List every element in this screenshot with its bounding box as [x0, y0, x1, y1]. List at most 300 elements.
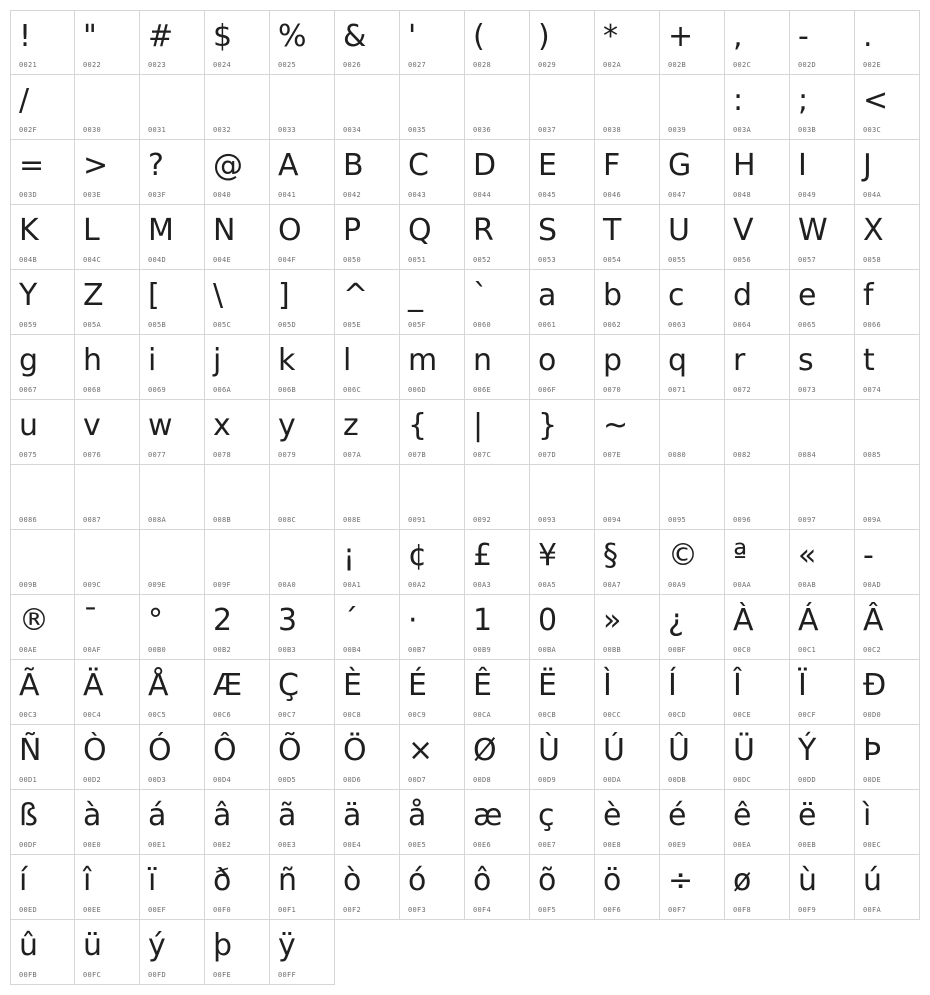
- glyph-cell: [790, 270, 855, 335]
- glyph-cell: [270, 75, 335, 140]
- glyph-character: i: [148, 343, 157, 378]
- glyph-cell: [530, 140, 595, 205]
- glyph-character: u: [19, 408, 39, 443]
- glyph-character: Ú: [603, 733, 625, 768]
- glyph-character: Ý: [798, 733, 817, 768]
- glyph-character: Á: [798, 603, 819, 638]
- glyph-codepoint-label: 00FB: [19, 971, 38, 979]
- glyph-codepoint-label: 00C2: [863, 646, 882, 654]
- glyph-character: ø: [733, 863, 752, 898]
- glyph-cell: [205, 75, 270, 140]
- glyph-character: Ø: [473, 733, 497, 768]
- glyph-codepoint-label: 00FC: [83, 971, 102, 979]
- glyph-codepoint-label: 0070: [603, 386, 622, 394]
- glyph-cell: [530, 10, 595, 75]
- glyph-cell: [140, 270, 205, 335]
- glyph-cell: [335, 400, 400, 465]
- glyph-codepoint-label: 0027: [408, 61, 427, 69]
- glyph-codepoint-label: 0050: [343, 256, 362, 264]
- glyph-character: V: [733, 213, 754, 248]
- glyph-character: ×: [408, 733, 434, 768]
- glyph-codepoint-label: 00AA: [733, 581, 752, 589]
- glyph-codepoint-label: 00FA: [863, 906, 882, 914]
- glyph-codepoint-label: 0060: [473, 321, 492, 329]
- glyph-character: c: [668, 278, 685, 313]
- glyph-cell: [75, 10, 140, 75]
- glyph-cell: [595, 335, 660, 400]
- glyph-cell: [75, 920, 140, 985]
- glyph-character: F: [603, 148, 621, 183]
- glyph-codepoint-label: 0085: [863, 451, 882, 459]
- glyph-cell: [335, 10, 400, 75]
- glyph-cell: [530, 530, 595, 595]
- glyph-character: E: [538, 148, 557, 183]
- glyph-character: *: [603, 19, 618, 54]
- glyph-character: ~: [603, 408, 629, 443]
- glyph-character: Ç: [278, 668, 299, 703]
- glyph-cell: [75, 400, 140, 465]
- glyph-character: Ô: [213, 733, 237, 768]
- glyph-cell: [270, 530, 335, 595]
- glyph-character: S: [538, 213, 558, 248]
- glyph-codepoint-label: 00CF: [798, 711, 817, 719]
- glyph-cell: [660, 595, 725, 660]
- glyph-character: M: [148, 213, 174, 248]
- glyph-character: ': [408, 19, 417, 54]
- glyph-cell: [725, 530, 790, 595]
- glyph-cell: [335, 595, 400, 660]
- glyph-cell: [530, 855, 595, 920]
- glyph-cell: [10, 920, 75, 985]
- glyph-codepoint-label: 00CB: [538, 711, 557, 719]
- glyph-codepoint-label: 00BB: [603, 646, 622, 654]
- glyph-codepoint-label: 00F1: [278, 906, 297, 914]
- glyph-character: ?: [148, 148, 164, 183]
- glyph-codepoint-label: 0087: [83, 516, 102, 524]
- glyph-character: P: [343, 213, 362, 248]
- glyph-codepoint-label: 003A: [733, 126, 752, 134]
- glyph-codepoint-label: 00F7: [668, 906, 687, 914]
- glyph-cell: [595, 530, 660, 595]
- glyph-cell: [75, 205, 140, 270]
- glyph-cell: [790, 205, 855, 270]
- glyph-character: -: [798, 19, 809, 54]
- glyph-character: «: [798, 538, 817, 573]
- glyph-character: Q: [408, 213, 432, 248]
- glyph-cell: [530, 725, 595, 790]
- glyph-character: Î: [733, 668, 742, 703]
- glyph-codepoint-label: 0061: [538, 321, 557, 329]
- glyph-character: Æ: [213, 668, 243, 703]
- glyph-cell: [400, 335, 465, 400]
- glyph-cell: [855, 790, 920, 855]
- glyph-character: Ï: [798, 668, 807, 703]
- glyph-codepoint-label: 00D8: [473, 776, 492, 784]
- glyph-cell: [595, 270, 660, 335]
- glyph-codepoint-label: 0067: [19, 386, 38, 394]
- glyph-cell: [595, 465, 660, 530]
- glyph-cell: [855, 205, 920, 270]
- glyph-cell: [855, 530, 920, 595]
- glyph-codepoint-label: 003B: [798, 126, 817, 134]
- glyph-cell: [660, 725, 725, 790]
- glyph-cell: [10, 10, 75, 75]
- glyph-codepoint-label: 00E7: [538, 841, 557, 849]
- glyph-cell: [790, 725, 855, 790]
- glyph-cell: [530, 75, 595, 140]
- glyph-cell: [140, 530, 205, 595]
- glyph-codepoint-label: 005D: [278, 321, 297, 329]
- glyph-codepoint-label: 002D: [798, 61, 817, 69]
- glyph-codepoint-label: 00B9: [473, 646, 492, 654]
- glyph-codepoint-label: 0035: [408, 126, 427, 134]
- glyph-character: ,: [733, 19, 743, 54]
- glyph-cell: [335, 725, 400, 790]
- glyph-codepoint-label: 00B0: [148, 646, 167, 654]
- glyph-cell: [660, 140, 725, 205]
- glyph-codepoint-label: 00CA: [473, 711, 492, 719]
- glyph-cell: [10, 725, 75, 790]
- glyph-cell: [595, 10, 660, 75]
- glyph-cell: [270, 920, 335, 985]
- glyph-cell: [400, 465, 465, 530]
- glyph-codepoint-label: 0073: [798, 386, 817, 394]
- glyph-codepoint-label: 00A9: [668, 581, 687, 589]
- glyph-character: Ü: [733, 733, 755, 768]
- glyph-codepoint-label: 00EE: [83, 906, 102, 914]
- glyph-codepoint-label: 006F: [538, 386, 557, 394]
- glyph-character: s: [798, 343, 814, 378]
- glyph-character: ": [83, 19, 97, 54]
- glyph-codepoint-label: 006B: [278, 386, 297, 394]
- glyph-cell: [465, 465, 530, 530]
- glyph-character: â: [213, 798, 232, 833]
- glyph-cell: [855, 140, 920, 205]
- glyph-cell: [400, 725, 465, 790]
- glyph-cell: [205, 595, 270, 660]
- glyph-codepoint-label: 00E3: [278, 841, 297, 849]
- glyph-cell: [75, 75, 140, 140]
- glyph-character: ð: [213, 863, 232, 898]
- glyph-character: y: [278, 408, 296, 443]
- glyph-cell: [335, 790, 400, 855]
- glyph-character: ¡: [343, 538, 356, 573]
- glyph-character: Û: [668, 733, 690, 768]
- glyph-character: Ù: [538, 733, 560, 768]
- glyph-codepoint-label: 0092: [473, 516, 492, 524]
- glyph-codepoint-label: 00E5: [408, 841, 427, 849]
- glyph-codepoint-label: 0071: [668, 386, 687, 394]
- glyph-character: $: [213, 19, 233, 54]
- glyph-codepoint-label: 007A: [343, 451, 362, 459]
- glyph-cell: [400, 855, 465, 920]
- glyph-character: Ã: [19, 668, 40, 703]
- glyph-cell: [75, 660, 140, 725]
- glyph-cell: [855, 10, 920, 75]
- glyph-cell: [140, 400, 205, 465]
- glyph-cell: [335, 75, 400, 140]
- glyph-cell: [465, 75, 530, 140]
- glyph-character: b: [603, 278, 623, 313]
- glyph-character: è: [603, 798, 622, 833]
- glyph-character: 1: [473, 603, 493, 638]
- glyph-character: R: [473, 213, 494, 248]
- glyph-codepoint-label: 0031: [148, 126, 167, 134]
- glyph-codepoint-label: 006C: [343, 386, 362, 394]
- glyph-character: ´: [343, 603, 358, 638]
- glyph-codepoint-label: 00CE: [733, 711, 752, 719]
- glyph-codepoint-label: 00DB: [668, 776, 687, 784]
- glyph-character: Y: [19, 278, 38, 313]
- glyph-cell: [725, 270, 790, 335]
- glyph-character: A: [278, 148, 299, 183]
- glyph-cell: [595, 205, 660, 270]
- glyph-codepoint-label: 00D5: [278, 776, 297, 784]
- glyph-codepoint-label: 003E: [83, 191, 102, 199]
- glyph-cell: [75, 530, 140, 595]
- glyph-character: ¿: [668, 603, 684, 638]
- glyph-cell: [10, 400, 75, 465]
- glyph-cell: [335, 335, 400, 400]
- glyph-character: ê: [733, 798, 752, 833]
- glyph-cell: [335, 855, 400, 920]
- glyph-cell: [790, 75, 855, 140]
- glyph-codepoint-label: 00FD: [148, 971, 167, 979]
- glyph-cell: [75, 595, 140, 660]
- glyph-codepoint-label: 00D1: [19, 776, 38, 784]
- glyph-character: (: [473, 19, 485, 54]
- glyph-cell: [530, 465, 595, 530]
- glyph-character: ¯: [83, 603, 98, 638]
- glyph-codepoint-label: 00C6: [213, 711, 232, 719]
- glyph-codepoint-label: 0059: [19, 321, 38, 329]
- glyph-codepoint-label: 009E: [148, 581, 167, 589]
- glyph-codepoint-label: 009F: [213, 581, 232, 589]
- glyph-cell: [10, 660, 75, 725]
- glyph-cell: [725, 790, 790, 855]
- glyph-codepoint-label: 0095: [668, 516, 687, 524]
- glyph-cell: [400, 530, 465, 595]
- glyph-codepoint-label: 00C7: [278, 711, 297, 719]
- glyph-character: Ë: [538, 668, 557, 703]
- glyph-character: Õ: [278, 733, 302, 768]
- glyph-character: ë: [798, 798, 817, 833]
- glyph-codepoint-label: 00A3: [473, 581, 492, 589]
- glyph-character: X: [863, 213, 884, 248]
- glyph-cell: [140, 335, 205, 400]
- glyph-cell: [140, 595, 205, 660]
- glyph-codepoint-label: 003D: [19, 191, 38, 199]
- glyph-character: É: [408, 668, 427, 703]
- glyph-codepoint-label: 006D: [408, 386, 427, 394]
- glyph-codepoint-label: 0056: [733, 256, 752, 264]
- glyph-character: ª: [733, 538, 748, 573]
- glyph-codepoint-label: 0096: [733, 516, 752, 524]
- glyph-codepoint-label: 00D4: [213, 776, 232, 784]
- glyph-cell: [660, 205, 725, 270]
- glyph-character: í: [19, 863, 28, 898]
- glyph-codepoint-label: 004B: [19, 256, 38, 264]
- glyph-character: L: [83, 213, 100, 248]
- glyph-character: k: [278, 343, 296, 378]
- glyph-codepoint-label: 00A1: [343, 581, 362, 589]
- glyph-codepoint-label: 007E: [603, 451, 622, 459]
- glyph-cell: [205, 530, 270, 595]
- glyph-codepoint-label: 0038: [603, 126, 622, 134]
- glyph-codepoint-label: 00E2: [213, 841, 232, 849]
- glyph-character: À: [733, 603, 754, 638]
- glyph-character: !: [19, 19, 32, 54]
- glyph-character: ú: [863, 863, 883, 898]
- glyph-cell: [595, 855, 660, 920]
- glyph-codepoint-label: 00E8: [603, 841, 622, 849]
- glyph-codepoint-label: 0042: [343, 191, 362, 199]
- glyph-cell: [335, 660, 400, 725]
- glyph-character: Í: [668, 668, 677, 703]
- glyph-cell: [725, 335, 790, 400]
- glyph-codepoint-label: 0074: [863, 386, 882, 394]
- glyph-cell: [10, 530, 75, 595]
- glyph-codepoint-label: 0077: [148, 451, 167, 459]
- glyph-codepoint-label: 008B: [213, 516, 232, 524]
- glyph-cell: [270, 660, 335, 725]
- glyph-cell: [725, 400, 790, 465]
- glyph-cell: [140, 75, 205, 140]
- glyph-character: ß: [19, 798, 38, 833]
- glyph-codepoint-label: 00E6: [473, 841, 492, 849]
- glyph-character: C: [408, 148, 429, 183]
- glyph-cell: [855, 595, 920, 660]
- glyph-codepoint-label: 00F8: [733, 906, 752, 914]
- glyph-codepoint-label: 0028: [473, 61, 492, 69]
- glyph-character: D: [473, 148, 497, 183]
- glyph-codepoint-label: 0064: [733, 321, 752, 329]
- glyph-codepoint-label: 0037: [538, 126, 557, 134]
- glyph-cell: [465, 595, 530, 660]
- glyph-character: O: [278, 213, 302, 248]
- glyph-character: t: [863, 343, 875, 378]
- glyph-character: ù: [798, 863, 818, 898]
- glyph-cell: [140, 920, 205, 985]
- glyph-character: Ä: [83, 668, 104, 703]
- glyph-codepoint-label: 00AB: [798, 581, 817, 589]
- glyph-cell: [400, 660, 465, 725]
- glyph-character: @: [213, 148, 243, 183]
- glyph-character: o: [538, 343, 557, 378]
- glyph-cell: [205, 205, 270, 270]
- glyph-codepoint-label: 004F: [278, 256, 297, 264]
- glyph-character: ÷: [668, 863, 694, 898]
- glyph-cell: [595, 140, 660, 205]
- glyph-cell: [465, 790, 530, 855]
- glyph-cell: [10, 140, 75, 205]
- glyph-codepoint-label: 00F2: [343, 906, 362, 914]
- glyph-cell: [660, 790, 725, 855]
- glyph-codepoint-label: 0047: [668, 191, 687, 199]
- glyph-cell: [205, 270, 270, 335]
- glyph-codepoint-label: 0068: [83, 386, 102, 394]
- glyph-cell: [75, 270, 140, 335]
- glyph-cell: [75, 140, 140, 205]
- glyph-codepoint-label: 0093: [538, 516, 557, 524]
- glyph-cell: [465, 140, 530, 205]
- glyph-cell: [660, 465, 725, 530]
- glyph-cell: [205, 140, 270, 205]
- glyph-character: á: [148, 798, 167, 833]
- glyph-cell: [790, 790, 855, 855]
- glyph-cell: [855, 75, 920, 140]
- glyph-cell: [75, 465, 140, 530]
- glyph-cell: [205, 660, 270, 725]
- glyph-cell: [725, 75, 790, 140]
- glyph-cell: [465, 270, 530, 335]
- glyph-character: K: [19, 213, 39, 248]
- glyph-character: ô: [473, 863, 492, 898]
- glyph-codepoint-label: 007D: [538, 451, 557, 459]
- glyph-cell: [790, 660, 855, 725]
- glyph-character: w: [148, 408, 173, 443]
- glyph-character: e: [798, 278, 817, 313]
- glyph-character: `: [473, 278, 488, 313]
- glyph-cell: [140, 855, 205, 920]
- glyph-character: Ê: [473, 668, 492, 703]
- glyph-codepoint-label: 00B2: [213, 646, 232, 654]
- glyph-codepoint-label: 006E: [473, 386, 492, 394]
- glyph-cell: [75, 725, 140, 790]
- glyph-codepoint-label: 00C9: [408, 711, 427, 719]
- glyph-cell: [465, 660, 530, 725]
- glyph-cell: [790, 335, 855, 400]
- glyph-cell: [270, 855, 335, 920]
- glyph-character: \: [213, 278, 224, 313]
- glyph-character: U: [668, 213, 690, 248]
- glyph-codepoint-label: 007B: [408, 451, 427, 459]
- glyph-character: à: [83, 798, 102, 833]
- glyph-character: ü: [83, 928, 103, 963]
- glyph-cell: [465, 400, 530, 465]
- glyph-cell: [140, 725, 205, 790]
- glyph-codepoint-label: 0057: [798, 256, 817, 264]
- glyph-cell: [465, 855, 530, 920]
- glyph-codepoint-label: 00A5: [538, 581, 557, 589]
- glyph-cell: [595, 595, 660, 660]
- glyph-cell: [855, 725, 920, 790]
- glyph-cell: [725, 465, 790, 530]
- glyph-cell: [335, 465, 400, 530]
- glyph-codepoint-label: 0025: [278, 61, 297, 69]
- glyph-cell: [530, 335, 595, 400]
- glyph-character: q: [668, 343, 688, 378]
- glyph-character: Ì: [603, 668, 612, 703]
- glyph-cell: [205, 400, 270, 465]
- glyph-cell: [465, 335, 530, 400]
- glyph-codepoint-label: 00AF: [83, 646, 102, 654]
- glyph-codepoint-label: 0030: [83, 126, 102, 134]
- glyph-cell: [530, 790, 595, 855]
- glyph-cell: [660, 660, 725, 725]
- glyph-codepoint-label: 00DD: [798, 776, 817, 784]
- glyph-character: v: [83, 408, 101, 443]
- glyph-codepoint-label: 0069: [148, 386, 167, 394]
- glyph-codepoint-label: 0091: [408, 516, 427, 524]
- glyph-character: ¢: [408, 538, 428, 573]
- glyph-character: »: [603, 603, 622, 638]
- glyph-character: I: [798, 148, 807, 183]
- glyph-character: x: [213, 408, 231, 443]
- glyph-character: /: [19, 83, 30, 118]
- glyph-cell: [855, 400, 920, 465]
- glyph-cell: [270, 10, 335, 75]
